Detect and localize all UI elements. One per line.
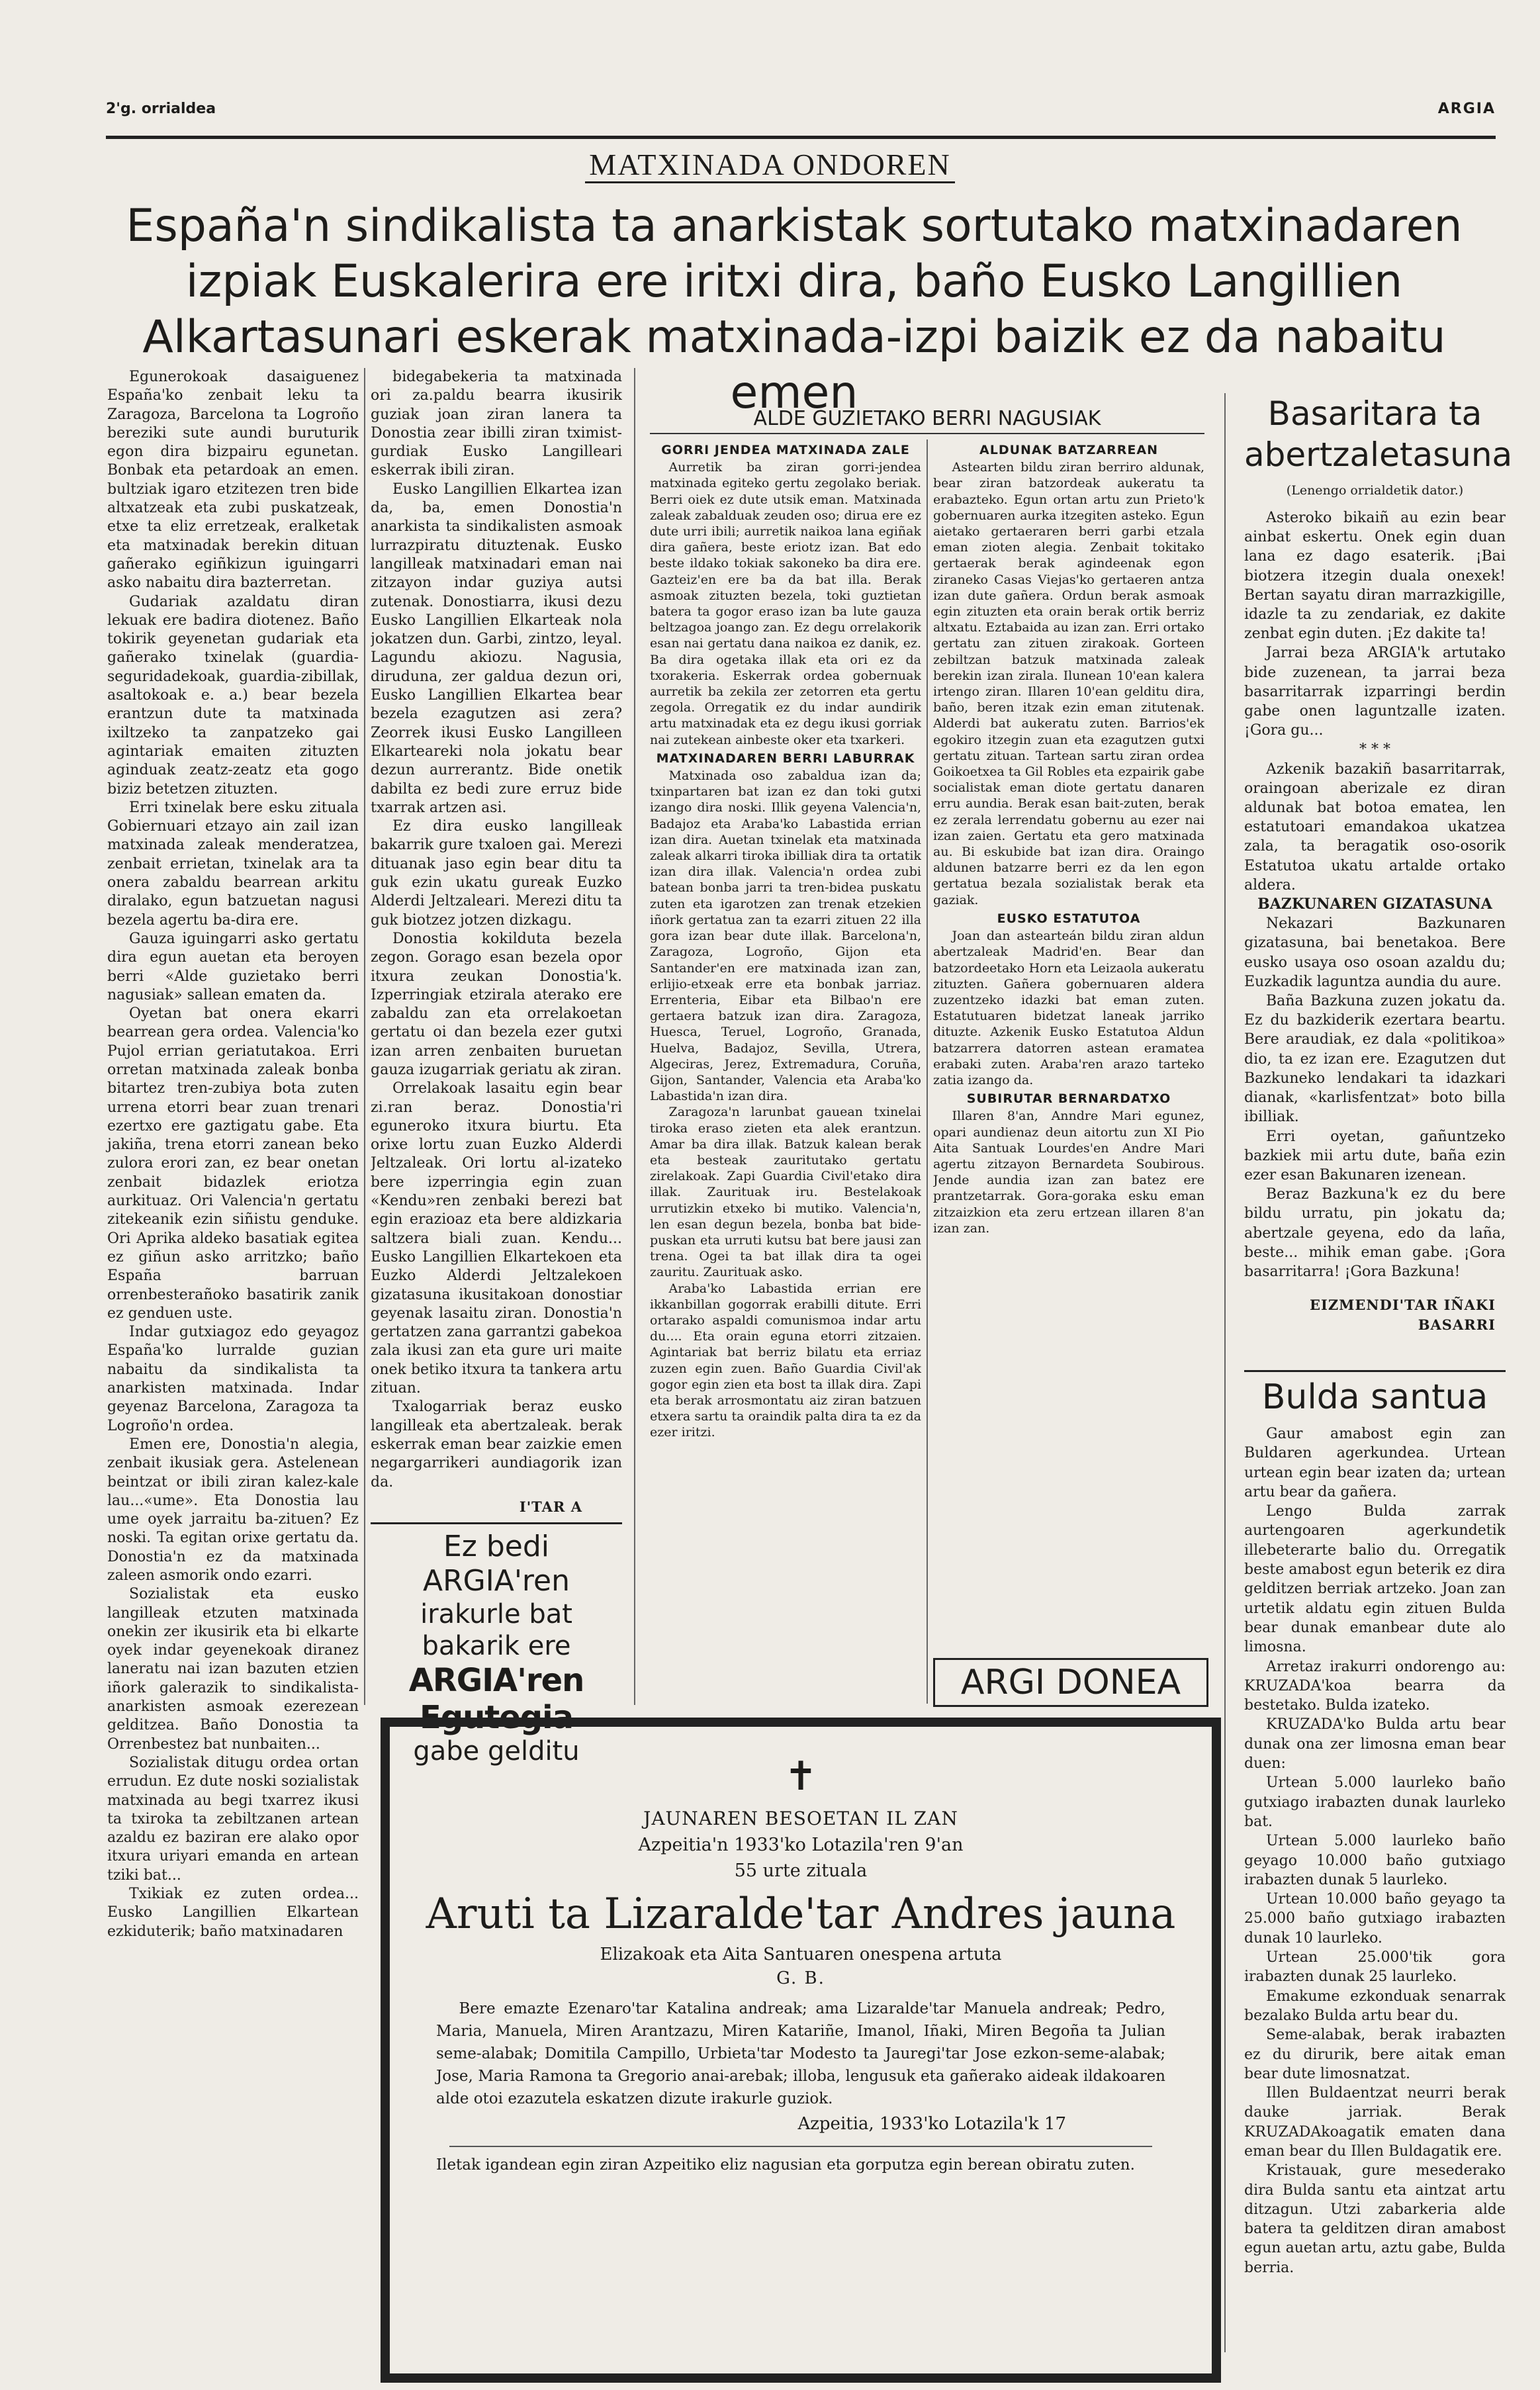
news-subhead: ALDUNAK BATZARREAN [979,443,1158,457]
paragraph: Urtean 25.000'tik gora irabazten dunak 25 laurleko. [1244,1949,1506,1986]
paragraph: Azkenik bazakiñ basarritarrak, oraingoan aberizale ez diran aldunak bat botoa ematea, len estatutoari emandakoa ukatzea zala, ta beragatik oso-osorik Estatutoa ukatu artalde ortako aldera. [1244,760,1506,894]
paragraph: Orrelakoak lasaitu egin bear zi.ran beraz. Donostia'ri eguneroko itxura biurtu. Eta orixe lortu zuan Euzko Alderdi Jeltzaleak. Ori lortu al-izateko bere izperringia egin zuan «Kendu»ren zenbaki berezi bat egin erazioaz eta bere aldizkaria saltzera biali zuan. Kendu... Eusko Langillien Elkartekoen eta Euzko Alderdi Jeltzalekoen gizatasuna ikusitakoan donostiar geyenak lasaitu ziran. Donostia'n gertatzen zana garrantzi gabekoa zala ikusi zan eta gure uri maite onek betiko itxura ta tankera artu zituan. [371,1080,622,1397]
page-number: 2'g. orrialdea [106,101,216,117]
argi-donea-banner: ARGI DONEA [933,1658,1208,1707]
paragraph: Nekazari Bazkunaren gizatasuna, bai benetakoa. Bere eusko usaya oso osoan azaldu du; Euzkadik laguntza aundia du aure. [1244,915,1506,990]
sidebar-subhead: BAZKUNAREN GIZATASUNA [1257,896,1492,913]
paragraph: Sozialistak eta eusko langilleak etzuten matxinada onekin zer ikusirik eta bi elkarte oyek indar geyenekoak diranez laneratu nai izan bazuten etzien iñork galerazik to sindikalista-anarkisten asmoak ezerezean gelditzea. Baño Donostia ta Orrenbestez bat nunbaiten... [107,1586,359,1753]
column-divider [927,439,928,1704]
sidebar-subtitle: (Lenengo orrialdetik dator.) [1286,483,1464,498]
signature-pseudonym: BASARRI [1418,1316,1496,1333]
main-headline: España'n sindikalista ta anarkistak sortutako matxinadaren izpiak Euskalerira ere iritxi dira, baño Eusko Langillien Alkartasunari eskerak matxinada-izpi baizik ez da nabaitu emen [126,200,1463,419]
paragraph: Gudariak azaldatu diran lekuak ere badira diotenez. Baño tokirik geyenetan gudariak eta gañerako txinelak (guardia-seguridadekoak, guardia-zibillak, asaltokoak e. a.) bear bezela erantzun dute ta matxinada ixiltzeko ta zanpatzeko gai agintariak emaiten zituzten aginduak zeatz-zeatz eta gogo biziz betetzen zituzten. [107,593,359,798]
page-header [106,101,1496,127]
paragraph: Matxinada oso zabaldua izan da; txinpartaren bat izan ez dan toki gutxi izango dira noski. Illik geyena Valencia'n, Badajoz eta Araba'ko Labastida errian izan dira. Auetan txinelak eta matxinada zaleak alkarri tiroka ibilliak dira ta ortatik izan dira illak. Valencia'n ordea zubi batean bonba jarri ta tren-bidea puskatu zuten eta igarotzen zan trenak etzekien iñork gertatua zan ta ezarri zituen 22 illa gora izan bear dute illak. Barcelona'n, Zaragoza, Logroño, Gijon eta Santander'en ere matxinada izan zan, erlijio-etxeak erre eta bonbak jarriaz. Errenteria, Eibar eta Bilbao'n ere gertaera batzuk izan dira. Zaragoza, Huesca, Teruel, Logroño, Granada, Huelva, Badajoz, Sevilla, Utrera, Algeciras, Jerez, Extremadura, Coruña, Gijon, Santander, Valencia eta Araba'ko Labastida'n izan dira. [650,768,921,1104]
paragraph: Lengo Bulda zarrak aurtengoaren agerkundetik illebeterarte balio du. Orregatik beste amabost egun beterik ez dira gelditzen berriak artzeko. Joan zan urtetik aldatu egin zituen Bulda bear dunak emanbear dute alo limosna. [1244,1503,1506,1656]
paragraph: Jarrai beza ARGIA'k artutako bide zuzenean, ta jarrai beza basarritarrak izparringi berdin gabe onen laguntzalle izaten. ¡Gora gu... [1244,645,1506,739]
paragraph: Emakume ezkonduak senarrak bezalako Bulda artu bear du. [1244,1988,1506,2024]
article-column-2 [371,368,622,1492]
paragraph: Kristauak, gure mesederako dira Bulda santu eta aintzat artu ditzagun. Utzi zabarkeria alde batera ta gelditzen diran amabost egun auetan artu, aztu gabe, Bulda berria. [1244,2162,1506,2276]
paragraph: Erri txinelak bere esku zituala Gobiernuari etzayo ain zail izan matxinada zaleak menderatzea, zenbait errietan, txinelak ara ta onera zabaldu bearrean arkitu diralako, egun batzuetan nagusi bezela agertu ba-dira ere. [107,799,359,929]
promo-line: gabe gelditu [413,1736,580,1767]
paragraph: Urtean 10.000 baño geyago ta 25.000 baño gutxiago irabazten dunak 10 laurleko. [1244,1891,1506,1947]
obituary-name: Aruti ta Lizaralde'tar Andres jauna [426,1890,1176,1939]
publication-name: ARGIA [1437,101,1496,117]
section-title: MATXINADA ONDOREN [0,147,1540,182]
obituary-notice [381,1718,1221,2383]
sidebar-title: Basaritara ta abertzaletasuna [1244,394,1513,474]
paragraph: Erri oyetan, gañuntzeko bazkiek mii artu dute, baña ezin ezer esan Bakunaren izenean. [1244,1128,1506,1183]
obituary-signoff: Azpeitia, 1933'ko Lotazila'k 17 [797,2114,1066,2134]
sidebar-signature [1244,1295,1496,1335]
paragraph: Ez dira eusko langilleak bakarrik gure txaloen gai. Merezi dituanak jaso egin bear ditu ta guk ezin ukatu gureak Euzko Alderdi Jeltzaleari. Merezi ditu ta guk biotzez jotzen dizkagu. [371,818,622,929]
signature-name: EIZMENDI'TAR IÑAKI [1310,1297,1496,1313]
paragraph: Astearten bildu ziran berriro aldunak, bear ziran batzordeak aukeratu ta erabazteko. Egun ortan artu zun Prieto'k gobernuaren aurka itzegiten asteko. Egun aietako gertaeraren berri garbi etzala eman zioten alegia. Zenbait tokitako gertaerak berak agindeenak egon ziraneko Casas Viejas'ko gertaeren antza izan dute gañera. Ordun berak asmoak egin zituzten eta orain berak ortik berriz altxatu. Eztabaida au izan zan. Erri ortako gertatu zan zituen zirakoak. Gorteen zebiltzan batzuk matxinada zaleak berekin izan zirala. Ilunean 10'ean kalera irtengo ziran. Illaren 10'ean gelditu dira, baño, beren itzak ezin eman zitutenak. Alderdi bat aukeratu zuten. Barrios'ek egokiro itzegin zuan eta ezagutzen gutxi gertatu zituan. Tartean sartu ziran ordea Goikoetxea ta Gil Robles eta ezpairik gabe socialistak eman diote gertatu danaren erru aundia. Berak esan bait-zuten, berak ez zerala lerrendatu gobernu au ezer nai izan zaien. Gertatu eta gero matxinada au. Bi eskubide bat izan dira. Oraingo aldunen batzarre berri ez da len egon gertatua bezala sozialistak berak eta gaziak. [933,460,1204,907]
news-subhead: EUSKO ESTATUTOA [997,911,1141,926]
paragraph: Illen Buldaentzat neurri berak dauke jarriak. Berak KRUZADAkoagatik ematen dana eman bear du Illen Buldagatik ere. [1244,2085,1506,2160]
promo-line: Ez bedi ARGIA'ren [422,1530,570,1598]
paragraph: Aurretik ba ziran gorri-jendea matxinada egiteko gertu zegolako beriak. Berri oiek ez dute utsik eman. Matxinada zaleak zabalduak zeuden oso; dirua ere ez dute urri ibili; aurretik naikoa lana egiñak dira gañera, beste eriotz izan. Bat edo beste ildako tokiak sakoneko ba dira ere. Gazteiz'en ere ba da bat illa. Berak asmoak zituzten bezela, toki guztietan batera ta gogor eraso izan ba lute gauza beltzagoa joango zan. Ez degu orrelakorik esan nai gertatu dana naikoa ez danik, ez. Ba dira ogetaka illak eta ori ez da txorakeria. Eskerrak ordea gobernuak aurretik ba zekila zer zetorren eta gertu zegola. Orregatik ez du indar aundirik artu matxinadak eta ez degu ikusi gorriak nai zutekean ainbeste oker eta txarkeri. [650,460,921,747]
sidebar-column [1244,508,1506,1281]
obituary-blessing: Elizakoak eta Aita Santuaren onespena artuta [600,1945,1002,1964]
paragraph: Gauza iguingarri asko gertatu dira egun auetan eta beroyen berri «Alde guzietako berri nagusiak» sallean ematen da. [107,930,359,1003]
paragraph: Donostia kokilduta bezela zegon. Gorago esan bezela opor itxura zeukan Donostia'k. Izperringiak etzirala aterako ere zabaldu zan eta orrelakoetan gertatu oi dan bezela ezer gutxi izan arren zenbaiten buruetan gauza izugarriak geriatu ak ziran. [371,930,622,1078]
promo-line: ARGIA'ren Egutegia [408,1662,584,1736]
bulda-title: Bulda santua [1244,1370,1506,1417]
paragraph: Oyetan bat onera ekarri bearrean gera ordea. Valencia'ko Pujol errian geriatutakoa. Erri orretan matxinada zaleak bonba bitartez tren-zubiya bota zuten urrena etorri bear zuan trenari ezertxo ere gaztigatu gabe. Eta jakiña, trena etorri zanean beko zulora erori zan, ez bear onetan zenbait bidazlek eriotza aurkituaz. Ori Valencia'n gertatu zitekeanik ezin siñistu genduke. Ori Aprika aldeko basatiak egitea ez giñun asko arritzko; baño España barruan orrenbesterañoko basatirik zanik ez genduen uste. [107,1005,359,1322]
paragraph: Asteroko bikaiñ au ezin bear ainbat eskertu. Onek egin duan lana ez dago esaterik. ¡Bai biotzera itzegin duala onexek! Bertan sayatu diran marrazkigille, idazle ta zu zendariak, ez dakite zenbat egin duten. ¡Ez dakite ta! [1244,510,1506,643]
paragraph: Eusko Langillien Elkartea izan da, ba, emen Donostia'n anarkista ta sindikalisten asmoak lurrazpiratu dituztenak. Eusko langilleak matxinadari eman nai zitzayon indar guziya autsi zutenak. Donostiarra, ikusi dezu Eusko Langillien Elkarteak nola jokatzen dun. Garbi, zintzo, leyal. Lagundu akiozu. Nagusia, diruduna, zer galdua dezun ori, Eusko Langillien Elkartea bear bezela ezagutzen asi zera? Zeorrek ikusi Eusko Langilleen Elkarteareki nola jokatu bear dezun aurrerantz. Bide onetik dabilta ez bedi zure erruz bide txarrak artzen asi. [371,481,622,816]
news-subhead: MATXINADAREN BERRI LABURRAK [656,751,915,766]
paragraph: Urtean 5.000 laurleko baño geyago 10.000 baño gutxiago irabazten dunak 5 laurleko. [1244,1833,1506,1888]
paragraph: Sozialistak ditugu ordea ortan errudun. Ez dute noski sozialistak matxinada au begi txarrez ikusi ta txiroka ta zebiltzanen artean azaldu ez baziran ere alako opor itxura uriyari emanda en artean tziki bat... [107,1754,359,1884]
bulda-column [1244,1424,1506,2277]
obituary-initials: G. B. [776,1968,825,1988]
paragraph: Illaren 8'an, Anndre Mari egunez, opari aundienaz deun aitortu zun XI Pio Aita Santuak Lourdes'en Andre Mari agertu zitzayon Bernardeta Soubirous. Jende aundia izan zan batez ere prantzetarrak. Gora-goraka esku eman zitzaizkion eta zeru ertzean illaren 8'an izan zan. [933,1109,1204,1236]
paragraph: * * * [1359,741,1390,758]
obituary-note: Iletak igandean egin ziran Azpeitiko eliz nagusian eta gorputza egin berean obiratu zuten. [436,2156,1135,2174]
article-signature: I'TAR A [519,1498,582,1515]
paragraph: Txikiak ez zuten ordea... Eusko Langillien Elkartean ezkiduterik; baño matxinadaren [107,1886,359,1940]
paragraph: bidegabekeria ta matxinada ori za.paldu bearra ikusirik guziak joan ziran lanera ta Donostia zear ibilli ziran tximist-gurdiak Eusko Langilleari eskerrak ibili ziran. [371,369,622,479]
paragraph: Indar gutxiagoz edo geyagoz España'ko lurralde guzian nabaitu da sindikalista ta anarkisten matxinada. Indar geyenaz Barcelona, Zaragoza ta Logroño'n ordea. [107,1324,359,1434]
obituary-body: Bere emazte Ezenaro'tar Katalina andreak; ama Lizaralde'tar Manuela andreak; Pedro, Maria, Manuela, Miren Arantzazu, Miren Katariñe, Imanol, Iñaki, Miren Begoña ta Julian seme-alabak; Domitila Campillo, Urbieta'tar Modesto ta Jauregi'tar Jose ezkon-seme-alabak; Jose, Maria Ramona ta Gregorio anai-arebak; illoba, lengusuk eta gañerako aideak ildakoaren alde otoi ezazutela eskatzen dizute irakurle guziok. [436,2000,1165,2107]
obituary-divider [449,2146,1152,2147]
obituary-heading: JAUNAREN BESOETAN IL ZAN [643,1808,958,1829]
paragraph: Seme-alabak, berak irabazten ez du dirurik, bere aitak eman bear dute limosnatzat. [1244,2027,1506,2082]
news-box-title: ALDE GUZIETAKO BERRI NAGUSIAK [650,407,1204,434]
obituary-age: 55 urte zituala [734,1861,868,1881]
paragraph: Gaur amabost egin zan Buldaren agerkundea. Urtean urtean egin bear izaten da; urtean artu bear da gañera. [1244,1426,1506,1500]
paragraph: Urtean 5.000 laurleko baño gutxiago irabazten dunak laurleko bat. [1244,1774,1506,1830]
paragraph: KRUZADA'ko Bulda artu bear dunak ona zer limosna eman bear duen: [1244,1716,1506,1772]
column-divider [634,368,635,1705]
news-column-2 [933,439,1204,1236]
paragraph: Zaragoza'n larunbat gauean txinelai tiroka eraso zieten eta alek erantzun. Amar ba dira illak. Batzuk kalean berak eta besteak zauritutako gertatu zirelakoak. Zapi Guardia Civil'etako dira illak. Zaurituak iru. Bestelakoak urrutizkin etxeko bi mutiko. Valencia'n, len esan degun bezela, bonba bat bide-puskan eta urruti kutsu bat bere jausi zan trena. Ogei ta bat illak dira ta ogei zauritu. Zaurituak asko. [650,1105,921,1280]
paragraph: Joan dan astearteán bildu ziran aldun abertzaleak Madrid'en. Bear dan batzordeetako Horn eta Leizaola aukeratu zituzten. Gañera gobernuaren aldera zuzentzeko idazki bat eman zuten. Estatutuaren bidetzat laneak jarriko dituzte. Azkenik Eusko Estatutoa Aldun batzarrera datorren astean eramatea erabaki zuten. Araba'ren arazo tarteko zatia izango da. [933,929,1204,1087]
paragraph: Emen ere, Donostia'n alegia, zenbait ikusiak gera. Astelenean beintzat or ibili ziran kalez-kale lau...«ume». Eta Donostia lau ume oyek jarraitu ba-zituen? Ez noski. Ta egitan orixe gertatu da. Donostia'n ez da matxinada zaleen asmorik ondo ezarri. [107,1436,359,1584]
paragraph: Arretaz irakurri ondorengo au: KRUZADA'koa bearra da bestetako. Bulda izateko. [1244,1658,1506,1714]
promo-line: irakurle bat bakarik ere [420,1599,572,1661]
column-divider [364,368,365,1705]
paragraph: Baña Bazkuna zuzen jokatu da. Ez du bazkiderik ezertara beartu. Bere araudiak, ez dala «politikoa» dio, ta ez izan ere. Ezagutzen dut Bazkuneko lendakari ta idazkari dianak, «karlisfentzat» boto billa ibilliak. [1244,993,1506,1126]
news-subhead: GORRI JENDEA MATXINADA ZALE [661,443,910,457]
paragraph: Beraz Bazkuna'k ez du bere bildu urratu, pin jokatu da; abertzale geyena, edo da laña, beste... mihik eman gabe. ¡Gora basarritarra! ¡Gora Bazkuna! [1244,1186,1506,1280]
news-subhead: SUBIRUTAR BERNARDATXO [966,1091,1171,1107]
paragraph: Txalogarriak beraz eusko langilleak eta abertzaleak. berak eskerrak eman bear zaizkie emen negargarrikeri aundiagorik izan da. [371,1399,622,1491]
paragraph: Egunerokoak dasaiguenez España'ko zenbait leku ta Zaragoza, Barcelona ta Logroño bereziki sute aundi buruturik egon dira bizpairu egunetan. Bonbak eta petardoak an emen. bultziak igaro etzitezen tren bide altxatzeak eta zubi puskatzeak, etxe ta eliz erretzeak, eralketak eta matxinadak berekin dituan gañerako egiñkizun iguingarri asko nabaitu dira bazterretan. [107,369,359,592]
article-column-1 [107,368,359,1941]
obituary-date: Azpeitia'n 1933'ko Lotazila'ren 9'an [638,1835,964,1855]
news-column-1 [650,439,921,1441]
cross-icon: ✝ [784,1753,818,1800]
column-divider [1224,393,1226,2352]
header-rule [106,136,1496,139]
paragraph: Araba'ko Labastida errian ere ikkanbillan gogorrak erabilli ditute. Erri ortarako aspaldi comunismoa indar artu du.... Eta orain eguna etorri zitzaien. Agintariak bat berriz bilatu eta erriaz zuzen egin zuen. Baño Guardia Civil'ak gogor egin zien eta bost ta illak dira. Zapi eta berak arrosmontatu aiz ziran batzuen etxera sartu ta oraindik palta dira ta ez da ezer iritzi. [650,1281,921,1440]
